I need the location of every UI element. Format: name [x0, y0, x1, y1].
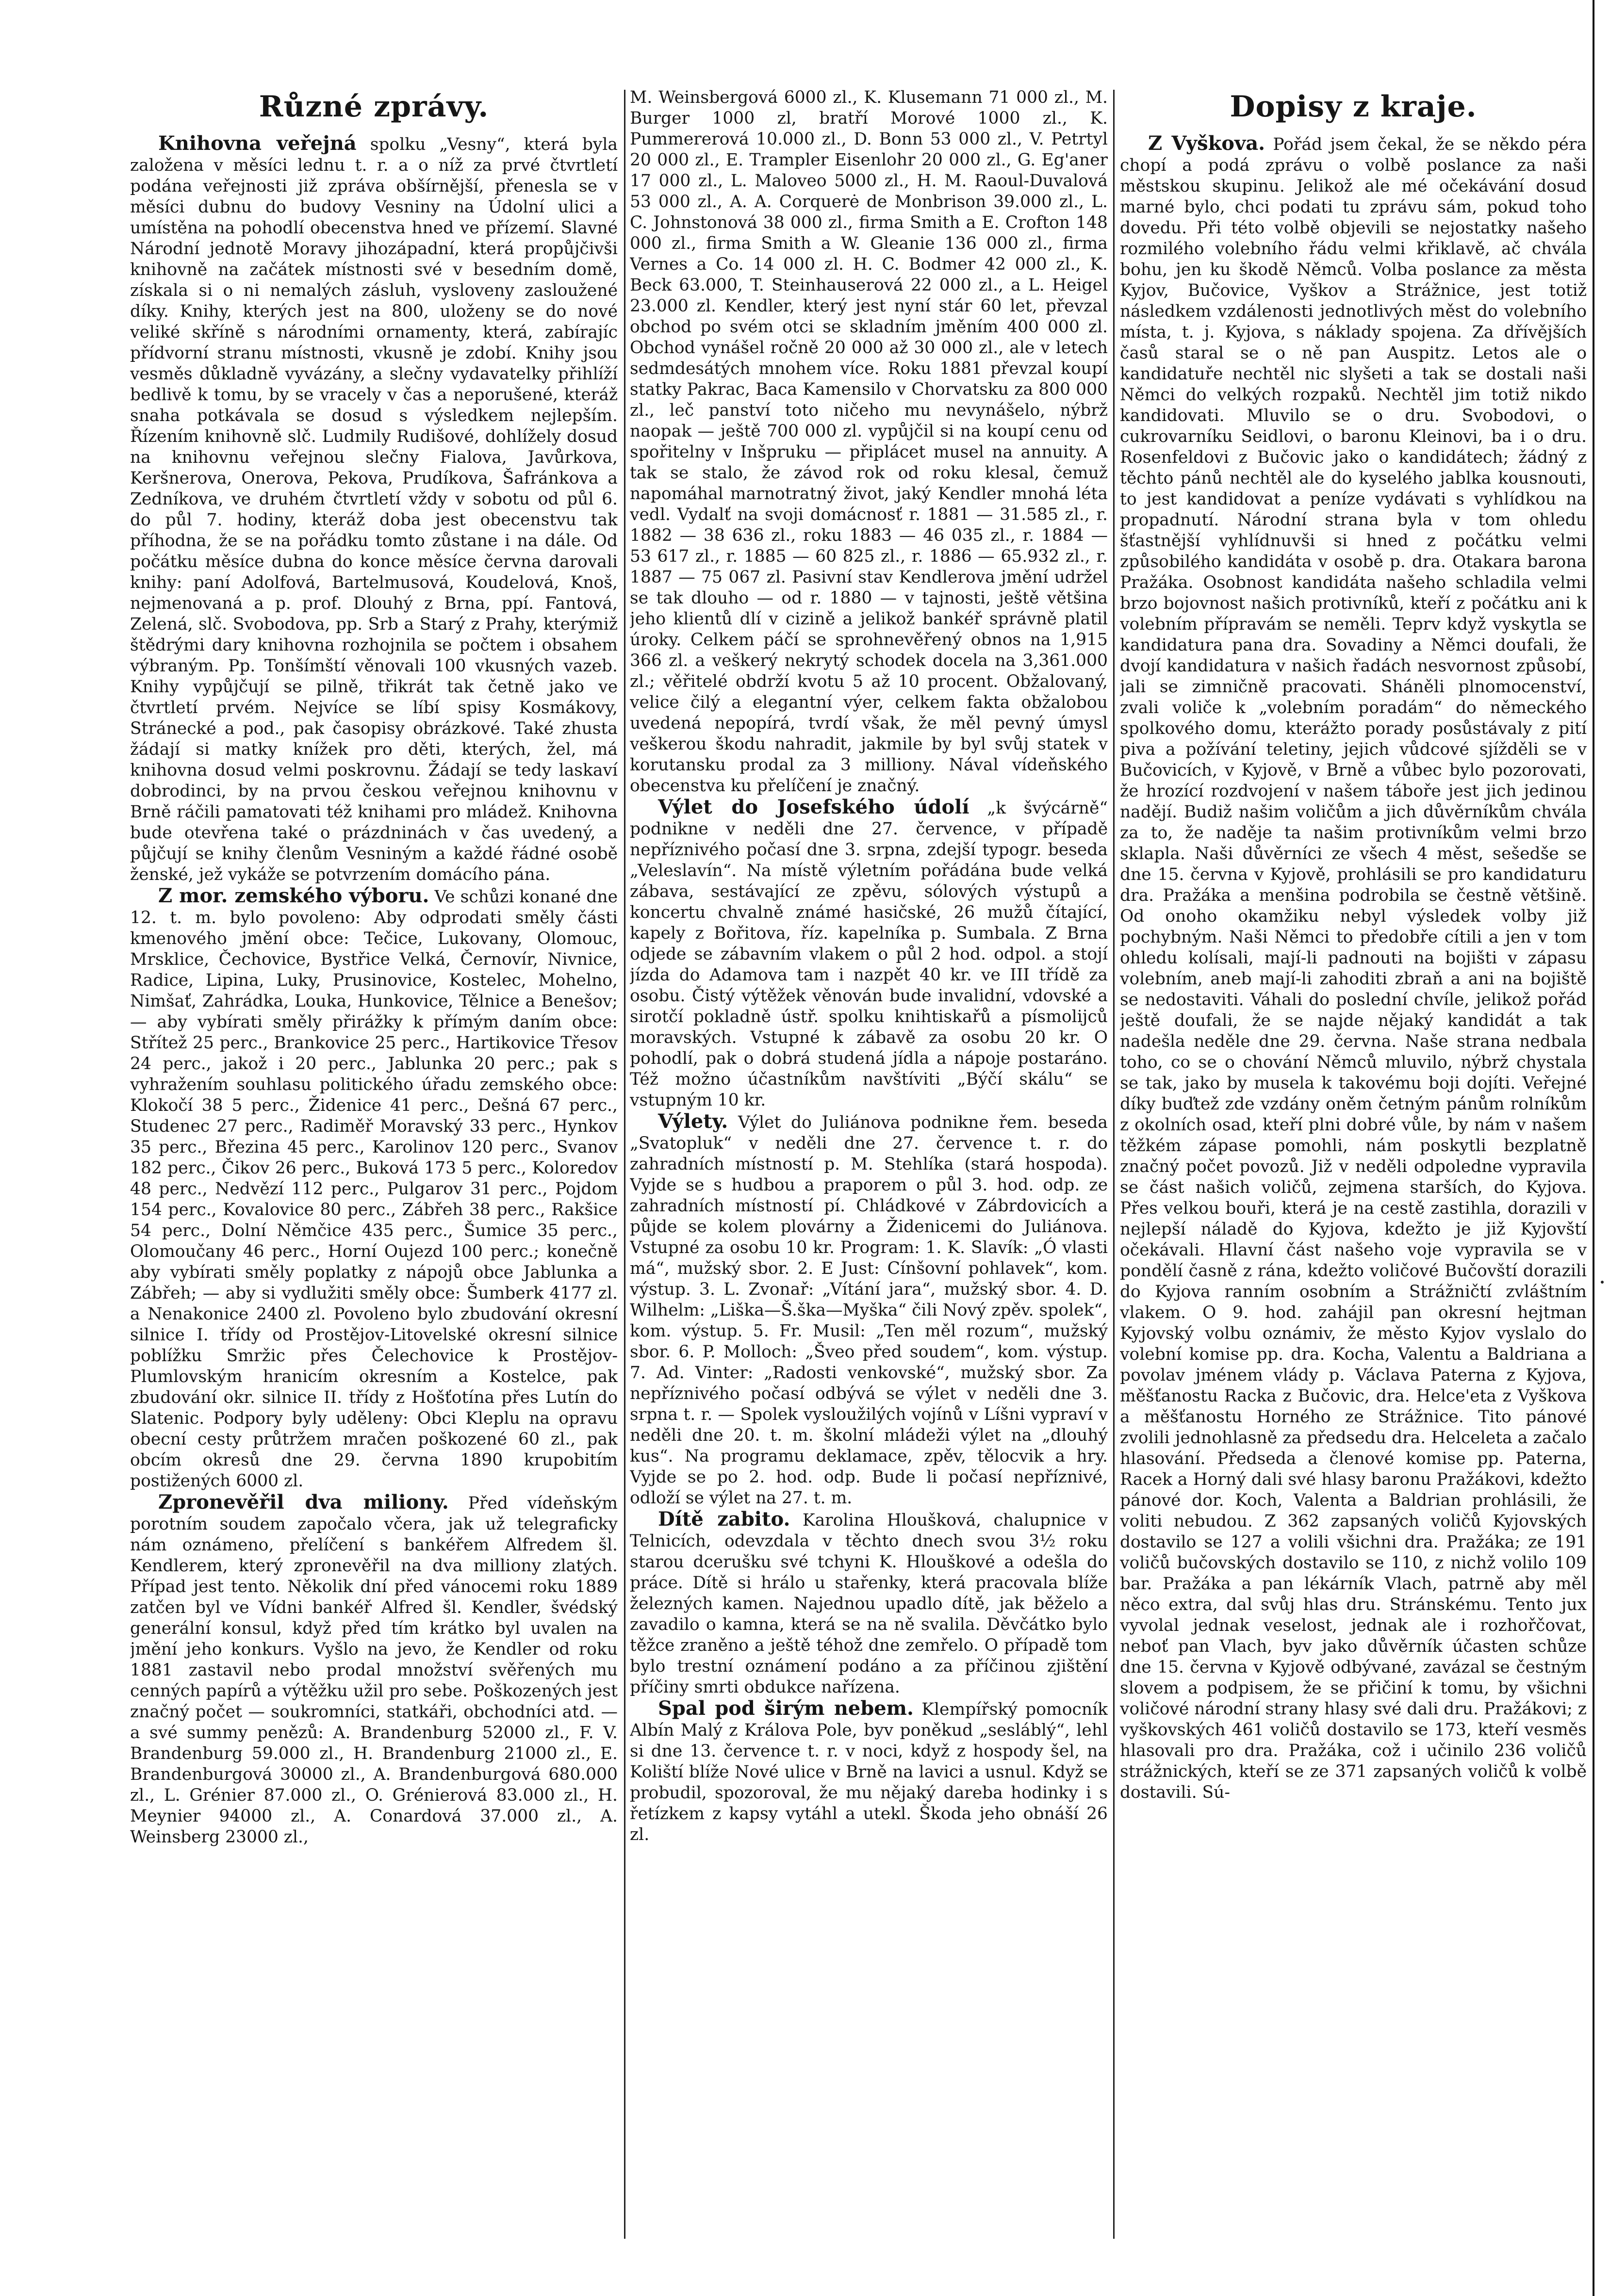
- article-text: Pořád jsem čekal, že se někdo péra chopí a podá zprávu o volbě poslance za naši městskou skupinu. Jelikož ale mé očekávání dosud marné bylo, chci podati tu zprávu sám, pokud toho dovedu. Při této volbě objevili se nejostatky našeho rozmilého volebního řádu velmi křiklavě, ač chvála bohu, jen ku škodě Němců. Volba poslance za města Kyjov, Bučovice, Vyškov a Strážnice, jest totiž následkem vzdálenosti jednotlivých měst do volebního místa, t. j. Kyjova, s náklady spojena. Za dřívějších časů staral se o ně pan Auspitz. Letos ale o kandidatuře nechtěl nic slyšeti a tak se dostali naši Němci do velkých rozpaků. Nechtěl jim totiž nikdo kandidovati. Mluvilo se o dru. Svobodovi, o cukrovarníku Seidlovi, o baronu Kleinovi, ba i o dru. Rosenfeldovi z Bučovic jako o kandidátech; žádný z těchto pánů nechtěl ale do kyselého jablka kousnouti, to jest kandidovat a peníze vydávati s vyhlídkou na propadnutí. Národní strana byla v tom ohledu šťastnější vyhlídnuvši si hned z počátku velmi způsobilého kandidáta v osobě p. dra. Otakara barona Pražáka. Osobnost kandidáta našeho schladila velmi brzo bojovnost našich protivníků, kteří z počátku ani k volebním přípravám se neměli. Teprv když vyskytla se kandidatura pana dra. Sovadiny a Němci doufali, že dvojí kandidatura v našich řadách nesvornost způsobí, jali se zimničně pracovati. Sháněli plnomocenství, zvali voliče k „volebním poradám“ do německého spolkového domu, kterážto porady posůstávaly z pití piva a požívání teletiny, jejich vůdcové sjížděli se v Bučovicích, v Kyjově, v Brně a vůbec bylo pozorovati, že hrozící rozdvojení v našem táboře jest jich jedinou nadějí. Budiž našim voličům a jich důvěrníkům chvála za to, že naděje ta našim protivníkům velmi brzo sklapla. Naši důvěrníci ze všech 4 měst, sešedše se dne 15. června v Kyjově, prohlásili se pro kandidaturu dra. Pražáka a menšina podrobila se čestně většině. Od onoho okamžiku nebyl výsledek volby již pochybným. Naši Němci to předobře cítili a jen v tom ohledu kolísali, mají-li padnouti na bojišti v zápasu volebním, aneb mají-li zahoditi zbraň a ani na bojiště se nedostaviti. Váhali do poslední chvíle, jelikož pořád ještě doufali, že se najde nějaký kandidát a tak nadešla neděle dne 29. června. Naše strana nedbala toho, co se o chování Němců mluvilo, nýbrž chystala se tak, jako by musela k takovému boji dojíti. Veřejné díky buďtež zde vzdány oněm četným pánům rolníkům z okolních osad, kteří plni dobré vůle, by nám v našem těžkém zápase pomohli, nám poskytli bezplatně značný počet povozů. Již v neděli odpoledne vypravila se část našich voličů, zejmena starších, do Kyjova. Přes velkou bouři, která je na cestě zastihla, dorazili v nejlepší náladě do Kyjova, kdežto je již Kyjovští očekávali. Hlavní část našeho voje vypravila se v pondělí časně z rána, kdežto voličové Bučovští dorazili do Kyjova ranním osobním a Strážničtí zvláštním vlakem. O 9. hod. zahájil pan okresní hejtman Kyjovský volbu oznámiv, že město Kyjov vyslalo do volební komise pp. dra. Kocha, Valentu a Baldriana a povolav jménem vlády p. Václava Paterna z Kyjova, měšťanostu Racka z Bučovic, dra. Helce'eta z Vyškova a měšťanostu Horného ze Strážnice. Tito pánové zvolili jednohlasně za předsedu dra. Helceleta a začalo hlasování. Předseda a členové komise pp. Paterna, Racek a Horný dali své hlasy baronu Pražákovi, kdežto pánové dor. Koch, Valenta a Baldrian prohlásili, že voliti nebudou. Z 362 zapsaných voličů Kyjovských dostavilo se 127 a volili všichni dra. Pražáka; ze 191 voličů bučovských dostavilo se 110, z nichž volilo 109 bar. Pražáka a pan lékárník Vlach, patrně aby měl něco extra, dal svůj hlas dru. Stránskému. Tento jux vyvolal jednak veselost, jednak ale i rozhořčovat, neboť pan Vlach, byv jako důvěrník účasten schůze dne 15. června v Kyjově odbývané, zavázal se čestným slovem a podpisem, že se přičiní k tomu, by všichni voličové národní strany hlasy své dali dru. Pražákovi; z vyškovských 461 voličů dostavilo se 173, kteří vesměs hlasovali pro dra. Pražáka, což i učinilo 236 voličů strážnických, kteří se ze 371 zapsaných voličů k volbě dostavili. Sú-: [1120, 135, 1587, 1802]
- article-z-vyskova: [1120, 133, 1587, 1803]
- article-text: Karolina Hloušková, chalupnice v Telnicích, odevzdala v těchto dnech svou 3½ roku starou dcerušku své tchyni K. Hlouškové a odešla do práce. Dítě si hrálo u stařenky, která pracovala blíže železných kamen. Najednou upadlo dítě, jak běželo a zavadilo o kamna, která se na ně svalila. Děvčátko bylo těžce zraněno a ještě téhož dne zemřelo. O případě tom bylo trestní oznámení podáno a za příčinou zjištění příčiny smrti obdukce nařízena.: [630, 1511, 1108, 1697]
- article-text: spolku „Vesny“, která byla založena v měsíci lednu t. r. a o níž za prvé čtvrtletí podána veřejnosti již zpráva obšírnější, přenesla se v měsíci dubnu do budovy Vesniny na Údolní ulici a umístěna na pohodlí obecenstva hned ve přízemí. Slavné Národní jednotě Moravy jihozápadní, která propůjčivši knihovně na začátek místnosti své v besedním domě, získala si o ni nemalých zásluh, vysloveny zasloužené díky. Knihy, kterých jest na 800, uloženy se do nové veliké skříně s národními ornamenty, která, zabírajíc přídvorní stranu místnosti, vkusně je zdobí. Knihy jsou vesměs důkladně vyvázány, a slečny vydavatelky přihlíží bedlivě k tomu, by se vracely v čas a neporušené, kteráž snaha potkávala se dosud s výsledkem nejlepším. Řízením knihovně slč. Ludmily Rudišové, dohlížely dosud na knihovnu veřejnou slečny Fialova, Javůrkova, Keršnerova, Onerova, Pekova, Prudíkova, Šafránkova a Zedníkova, ve druhém čtvrtletí vždy v sobotu od půl 6. do půl 7. hodiny, kteráž doba jest obecenstvu tak příhodna, že se na pořádku tomto zůstane i na dále. Od počátku měsíce dubna do konce měsíce června darovali knihy: paní Adolfová, Bartelmusová, Koudelová, Knoš, nejmenovaná a p. prof. Dlouhý z Brna, ppí. Fantová, Zelená, slč. Svobodova, pp. Srb a Starý z Prahy, kterýmiž štědrými dary knihovna rozhojnila se počtem i obsahem výbraným. Pp. Tonšímští věnovali 100 vkusných vazeb. Knihy vypůjčují se pilně, třikrát tak četně jako ve čtvrtletí prvém. Nejvíce se líbí spisy Kosmákovy, Stránecké a pod., pak časopisy obrázkové. Také zhusta žádají si matky knížek pro děti, kterých, žel, má knihovna dosud velmi poskrovnu. Žádají se tedy laskaví dobrodinci, by na prvou českou veřejnou knihovnu v Brně ráčili pamatovati též knihami pro mládež. Knihovna bude otevřena také o prázdninách v čas uvedený, a půjčují se knihy členům Vesniným a každé řádné osobě ženské, jež vykáže se potvrzením domácího pána.: [130, 135, 618, 884]
- article-dite-zabito: [630, 1509, 1108, 1698]
- article-heading: Výlet do Josefského údolí: [658, 796, 969, 818]
- article-spal-pod-sirym-nebem: [630, 1698, 1108, 1845]
- article-heading: Z mor. zemského výboru.: [158, 884, 429, 907]
- column-rule-right: [1113, 90, 1115, 2239]
- article-text: Před vídeňským porotním soudem započalo včera, jak už telegraficky nám oznámeno, přelíčení s bankéřem Alfredem šl. Kendlerem, který zpronevěřil na dva milliony zlatých. Případ jest tento. Několik dní před vánocemi roku 1889 zatčen byl ve Vídni bankéř Alfred šl. Kendler, švédský generální konsul, když před tím krátko byl uvalen na jmění jeho konkurs. Vyšlo na jevo, že Kendler od roku 1881 zastavil nebo prodal množství svěřených mu cenných papírů a výtěžku užil pro sebe. Poškozených jest značný počet — soukromníci, statkáři, obchodníci atd. — a své summy penězů: A. Brandenburg 52000 zl., F. V. Brandenburg 59.000 zl., H. Brandenburg 21000 zl., E. Brandenburgová 30000 zl., A. Brandenburgová 680.000 zl., L. Grénier 87.000 zl., O. Grénierová 83.000 zl., H. Meynier 94000 zl., A. Conardová 37.000 zl., A. Weinsberg 23000 zl.,: [130, 1494, 618, 1847]
- article-text: M. Weinsbergová 6000 zl., K. Klusemann 71 000 zl., M. Burger 1000 zl, bratří Morové 1000 zl., K. Pummererová 10.000 zl., D. Bonn 53 000 zl., V. Petrtyl 20 000 zl., E. Trampler Eisenlohr 20 000 zl., G. Eg'aner 17 000 zl., L. Maloveo 5000 zl., H. M. Raoul-Duvalová 53 000 zl., A. A. Corquerė de Monbrison 39.000 zl., L. C. Johnstonová 38 000 zl., firma Smith a E. Crofton 148 000 zl., firma Smith a W. Gleanie 136 000 zl., firma Vernes a Co. 14 000 zl. H. C. Bodmer 42 000 zl., K. Beck 63.000, T. Steinhauserová 22 000 zl., a L. Heigel 23.000 zl. Kendler, který jest nyní stár 60 let, převzal obchod po svém otci se skladním jměním 400 000 zl. Obchod vynášel ročně 20 000 až 30 000 zl., ale v letech sedmdesátých mnohem více. Roku 1881 převzal koupí statky Pakrac, Baca Kamensilo v Chorvatsku za 800 000 zl., leč panství toto ničeho mu nevynášelo, nýbrž naopak — ještě 700 000 zl. vypůjčil si na koupí cenu od spořitelny v Inšpruku — připlácet musel na annuity. A tak se stalo, že závod rok od roku klesal, čemuž napomáhal marnotratný život, jaký Kendler mnohá léta vedl. Vydalť na svoji domácnosť r. 1881 — 31.585 zl., r. 1882 — 38 636 zl., roku 1883 — 46 035 zl., r. 1884 — 53 617 zl., r. 1885 — 60 825 zl., r. 1886 — 65.932 zl., r. 1887 — 75 067 zl. Pasivní stav Kendlerova jmění udržel se tak dlouho — od r. 1880 — v tajnosti, ještě většina jeho klientů dlí v cizině a jelikož bankéř správně platil úroky. Celkem páčí se sprohnevěřený obnos na 1,915 366 zl. a veškerý nekrytý schodek docela na 3,361.000 zl.; věřitelé obdrží kvotu 5 až 10 procent. Obžalovaný, velice čilý a elegantní výer, celkem fakta obžalobou uvedená nepopírá, tvrdí však, že měl pevný úmysl veškerou škodu nahradit, jakmile by byl svůj statek v korutansku prodal za 3 milliony. Nával vídeňského obecenstva ku přelíčení je značný.: [630, 88, 1108, 796]
- article-zpronevera: [130, 1492, 618, 1848]
- article-text: Výlet do Juliánova podnikne řem. beseda „Svatopluk“ v neděli dne 27. července t. r. do zahradních místností p. M. Stehlíka (stará hospoda). Vyjde se s hudbou a praporem o půl 3. hod. odp. ze zahradních místností pí. Chládkové v Zábrdovicích a půjde se kolem plovárny a Židenicemi do Juliánova. Vstupné za osobu 10 kr. Program: 1. K. Slavík: „Ó vlasti má“, mužský sbor. 2. E Just: Cínšovní pohlavek“, kom. výstup. 3. L. Zvonař: „Vítání jara“, mužský sbor. 4. D. Wilhelm: „Liška—Š.ška—Myška“ čili Nový zpěv. spolek“, kom. výstup. 5. Fr. Musil: „Ten měl rozum“, mužský sbor. 6. P. Molloch: „Šveo před soudem“, kom. výstup. 7. Ad. Vinter: „Radosti venkovské“, mužský sbor. Za nepříznivého počasí odbývá se výlet v neděli dne 3. srpna t. r. — Spolek vysloužilých vojínů v Líšni vypraví v neděli dne 20. t. m. školní mládeži výlet na „dlouhý kus“. Na programu deklamace, zpěv, tělocvik a hry. Vyjde se po 2. hod. odp. Bude li počasí nepříznivé, odloží se výlet na 27. t. m.: [630, 1113, 1108, 1508]
- article-text: „k švýcárně“ podnikne v neděli dne 27. července, v případě nepříznivého počasí dne 3. srpna, zdejší typogr. beseda „Veleslavín“. Na místě výletním pořádána bude velká zábava, sestávající ze zpěvu, sólových výstupů a koncertu chvalně známé hasičské, 26 mužů čítající, kapely z Bořitova, říz. kapelníka p. Sumbala. Z Brna odjede se zábavním vlakem o půl 2 hod. odpol. a stojí jízda do Adamova tam i nazpět 40 kr. ve III třídě za osobu. Čistý výtěžek věnován bude invalidní, vdovské a sirotčí pokladně ústř. spolku knihtiskařů a písmolijců moravských. Vstupné k zábavě za osobu 20 kr. O pohodlí, pak o dobrá studená jídla a nápoje postaráno. Též možno účastníkům navštíviti „Býčí skálu“ se vstupným 10 kr.: [630, 798, 1108, 1110]
- article-vylet-josefske-udoli: [630, 797, 1108, 1111]
- article-text: Ve schůzi konané dne 12. t. m. bylo povoleno: Aby odprodati směly části kmenového jmění obce: Tečice, Lukovany, Olomouc, Mrsklice, Čechovice, Bystřice Velká, Černovír, Nivnice, Radice, Lipina, Luky, Prusinovice, Kostelec, Mohelno, Nimšať, Zahrádka, Louka, Hunkovice, Tělnice a Benešov; — aby vybírati směly přirážky k přímým daním obce: Střítež 25 perc., Brankovice 25 perc., Hartikovice Třesov 24 perc., jakož i 20 perc., Jablunka 20 perc.; pak s vyhražením souhlasu politického úřadu zemského obce: Klokočí 38 5 perc., Židenice 41 perc., Dešná 67 perc., Studenec 27 perc., Radiměř Moravský 33 perc., Hynkov 35 perc., Březina 45 perc., Karolinov 120 perc., Svanov 182 perc., Čikov 26 perc., Buková 173 5 perc., Koloredov 48 perc., Nedvězí 112 perc., Pulgarov 31 perc., Pojdom 154 perc., Kovalovice 80 perc., Zábřeh 38 perc., Rakšice 54 perc., Dolní Němčice 435 perc., Šumice 35 perc., Olomoučany 46 perc., Horní Oujezd 100 perc.; konečně aby vybírati směly poplatky z nápojů obce Jablunka a Zábřeh; — aby si vydlužiti směly obce: Šumberk 4177 zl. a Nenakonice 2400 zl. Povoleno bylo zbudování okresní silnice I. třídy od Prostějov-Litovelské okresní silnice poblížku Smržic přes Čelechovice k Prostějov-Plumlovským hranicím okresním a Kostelce, pak zbudování okr. silnice II. třídy z Hošťotína přes Lutín do Slatenic. Podpory byly uděleny: Obci Kleplu na opravu obecní cesty průtržem mračen poškozené 60 zl., pak obcím okresů dne 29. června 1890 krupobitím postižených 6000 zl.: [130, 887, 618, 1491]
- article-heading: Knihovna veřejná: [158, 132, 357, 155]
- scan-speck: [1601, 1281, 1604, 1284]
- article-heading: Dítě zabito.: [658, 1508, 790, 1531]
- column-rule-left: [624, 90, 625, 2239]
- column-right: [1120, 87, 1587, 2256]
- column-middle: [630, 87, 1108, 2256]
- article-vylety: [630, 1111, 1108, 1509]
- article-knihovna-verejna: [130, 133, 618, 885]
- article-heading: Z Vyškova.: [1148, 132, 1265, 155]
- page-edge-line: [1593, 0, 1594, 2296]
- article-heading: Výlety.: [658, 1110, 728, 1133]
- article-zpronevera-continued: [630, 87, 1108, 797]
- section-title-ruzne-zpravy: Různé zprávy.: [259, 90, 489, 124]
- column-left: [130, 87, 618, 2256]
- article-heading: Spal pod širým nebem.: [658, 1697, 914, 1720]
- section-title-dopisy-z-kraje: Dopisy z kraje.: [1230, 90, 1477, 124]
- article-text: Klempířský pomocník Albín Malý z Králova Pole, byv poněkud „sesláblý“, lehl si dne 13. července t. r. v noci, když z hospody šel, na Koliští blíže Nové ulice v Brně na lavici a usnul. Když se probudil, spozoroval, že mu nějaký dareba hodinky i s řetízkem z kapsy vytáhl a utekl. Škoda jeho obnáší 26 zl.: [630, 1700, 1108, 1844]
- article-heading: Zpronevěřil dva miliony.: [158, 1491, 449, 1514]
- article-zemsky-vybor: [130, 885, 618, 1492]
